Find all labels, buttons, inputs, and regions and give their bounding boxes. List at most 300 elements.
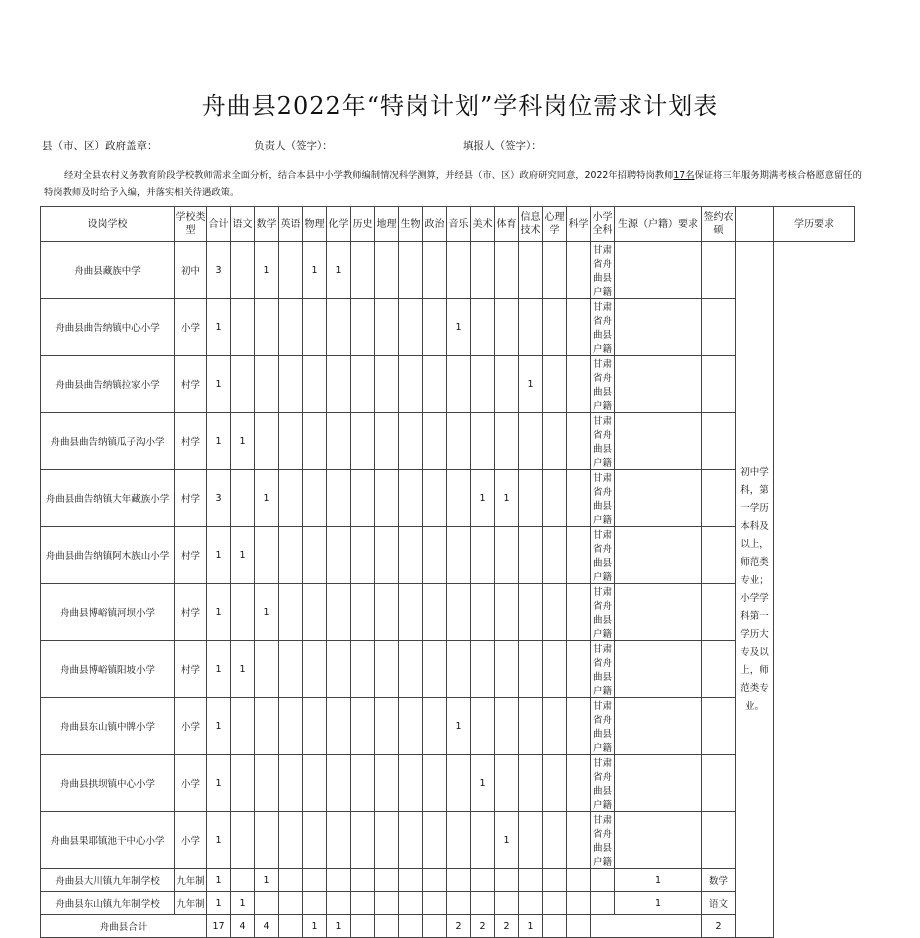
count-cell: 1 (231, 527, 255, 584)
column-header: 历史 (351, 207, 375, 242)
school-name: 舟曲县大川镇九年制学校 (41, 869, 175, 892)
count-cell (519, 584, 543, 641)
count-cell: 1 (231, 892, 255, 915)
count-cell (375, 641, 399, 698)
signed-count (615, 584, 702, 641)
count-cell (423, 299, 447, 356)
count-cell (303, 755, 327, 812)
count-cell (447, 413, 471, 470)
school-type: 小学 (175, 299, 207, 356)
count-cell (351, 356, 375, 413)
count-cell (351, 470, 375, 527)
school-type: 村学 (175, 356, 207, 413)
signed-subject (702, 584, 736, 641)
count-cell (279, 470, 303, 527)
intro-text-before: 经对全县农村义务教育阶段学校教师需求全面分析，结合本县中小学教师编制情况科学测算，并经县（市、区）政府研究同意，2022年招聘特岗教师 (64, 170, 674, 181)
education-requirement: 初中学科，第一学历本科及以上，师范类专业；小学学科第一学历大专及以上，师范类专业。 (736, 242, 774, 938)
count-cell (423, 527, 447, 584)
table-row (41, 527, 855, 584)
count-cell (351, 698, 375, 755)
count-cell (495, 242, 519, 299)
count-cell (471, 869, 495, 892)
count-cell (231, 299, 255, 356)
source-requirement: 甘肃省舟曲县户籍 (591, 527, 615, 584)
source-requirement: 甘肃省舟曲县户籍 (591, 413, 615, 470)
count-cell: 1 (231, 413, 255, 470)
count-cell: 1 (447, 299, 471, 356)
count-cell (399, 413, 423, 470)
column-header: 体育 (495, 207, 519, 242)
count-cell (567, 299, 591, 356)
count-cell (495, 413, 519, 470)
total-cell (567, 915, 591, 938)
count-cell: 1 (447, 698, 471, 755)
signed-subject (702, 812, 736, 869)
count-cell (447, 242, 471, 299)
count-cell (543, 413, 567, 470)
count-cell (375, 812, 399, 869)
total-cell: 2 (447, 915, 471, 938)
table-row (41, 299, 855, 356)
count-cell (231, 698, 255, 755)
table-row (41, 470, 855, 527)
count-cell (495, 869, 519, 892)
school-name: 舟曲县藏族中学 (41, 242, 175, 299)
total-label: 舟曲县合计 (41, 915, 207, 938)
total-cell (423, 915, 447, 938)
teacher-count: 17名 (673, 170, 695, 181)
count-cell (327, 869, 351, 892)
column-header: 音乐 (447, 207, 471, 242)
count-cell (327, 698, 351, 755)
school-name: 舟曲县果耶镇池干中心小学 (41, 812, 175, 869)
count-cell (519, 413, 543, 470)
count-cell (327, 641, 351, 698)
count-cell (399, 470, 423, 527)
count-cell (447, 755, 471, 812)
count-cell (327, 812, 351, 869)
count-cell (567, 470, 591, 527)
responsible-label: 负责人（签字）： (254, 140, 333, 152)
total-cell: 1 (303, 915, 327, 938)
count-cell (447, 584, 471, 641)
column-header: 化学 (327, 207, 351, 242)
count-cell: 1 (255, 470, 279, 527)
school-type: 初中 (175, 242, 207, 299)
count-cell (471, 413, 495, 470)
count-cell (567, 812, 591, 869)
table-row (41, 356, 855, 413)
source-requirement: 甘肃省舟曲县户籍 (591, 698, 615, 755)
count-cell (303, 812, 327, 869)
count-cell (543, 299, 567, 356)
count-cell (567, 413, 591, 470)
count-cell (495, 892, 519, 915)
page-title: 舟曲县2022年“特岗计划”学科岗位需求计划表 (201, 92, 719, 120)
count-cell (303, 698, 327, 755)
count-cell (327, 470, 351, 527)
count-cell: 1 (207, 812, 231, 869)
signed-subject (702, 356, 736, 413)
table-row (41, 755, 855, 812)
count-cell (279, 641, 303, 698)
count-cell (399, 242, 423, 299)
count-cell (567, 527, 591, 584)
count-cell (255, 755, 279, 812)
count-cell (231, 242, 255, 299)
count-cell (423, 584, 447, 641)
source-requirement: 甘肃省舟曲县户籍 (591, 641, 615, 698)
filler-label: 填报人（签字）： (463, 140, 542, 152)
count-cell: 1 (207, 413, 231, 470)
total-cell: 4 (255, 915, 279, 938)
source-requirement: 甘肃省舟曲县户籍 (591, 470, 615, 527)
count-cell (471, 698, 495, 755)
count-cell (375, 356, 399, 413)
count-cell (255, 527, 279, 584)
school-type: 村学 (175, 527, 207, 584)
count-cell: 1 (519, 356, 543, 413)
count-cell (519, 527, 543, 584)
count-cell (471, 641, 495, 698)
count-cell (327, 356, 351, 413)
count-cell (279, 242, 303, 299)
count-cell (375, 892, 399, 915)
count-cell (447, 812, 471, 869)
count-cell (399, 527, 423, 584)
total-signed: 2 (702, 915, 736, 938)
count-cell (351, 892, 375, 915)
count-cell (279, 698, 303, 755)
source-requirement: 甘肃省舟曲县户籍 (591, 299, 615, 356)
count-cell (327, 755, 351, 812)
school-type: 小学 (175, 812, 207, 869)
count-cell (471, 892, 495, 915)
count-cell (255, 812, 279, 869)
count-cell (375, 584, 399, 641)
column-header (736, 207, 774, 242)
count-cell (279, 755, 303, 812)
count-cell (567, 892, 591, 915)
signed-subject (702, 413, 736, 470)
school-type: 小学 (175, 755, 207, 812)
total-cell: 4 (231, 915, 255, 938)
school-name: 舟曲县曲告纳镇拉家小学 (41, 356, 175, 413)
column-header: 数学 (255, 207, 279, 242)
count-cell (279, 812, 303, 869)
count-cell (567, 641, 591, 698)
count-cell (351, 242, 375, 299)
count-cell (279, 299, 303, 356)
count-cell (519, 299, 543, 356)
count-cell (543, 242, 567, 299)
school-name: 舟曲县拱坝镇中心小学 (41, 755, 175, 812)
count-cell (543, 812, 567, 869)
column-header: 生物 (399, 207, 423, 242)
total-cell: 1 (327, 915, 351, 938)
table-row (41, 698, 855, 755)
count-cell (423, 641, 447, 698)
count-cell (471, 812, 495, 869)
count-cell (255, 892, 279, 915)
count-cell (471, 356, 495, 413)
column-header: 合计 (207, 207, 231, 242)
count-cell (375, 527, 399, 584)
count-cell: 1 (495, 470, 519, 527)
count-cell (327, 584, 351, 641)
column-header: 设岗学校 (41, 207, 175, 242)
column-header: 美术 (471, 207, 495, 242)
count-cell (279, 356, 303, 413)
count-cell (351, 299, 375, 356)
source-requirement: 甘肃省舟曲县户籍 (591, 356, 615, 413)
count-cell (231, 584, 255, 641)
signed-count (615, 527, 702, 584)
count-cell (423, 698, 447, 755)
count-cell (351, 641, 375, 698)
signed-count (615, 356, 702, 413)
count-cell (351, 527, 375, 584)
school-type: 九年制 (175, 892, 207, 915)
count-cell (567, 869, 591, 892)
count-cell (543, 584, 567, 641)
school-type: 村学 (175, 641, 207, 698)
total-row (41, 915, 855, 938)
column-header: 英语 (279, 207, 303, 242)
count-cell (255, 356, 279, 413)
count-cell (543, 755, 567, 812)
count-cell (543, 527, 567, 584)
count-cell: 1 (207, 527, 231, 584)
intro-text-after: 保证将三年服务期满考核合格愿意留任的特岗教师及时给予入编，并落实相关待遇政策。 (44, 170, 862, 198)
column-header: 政治 (423, 207, 447, 242)
signed-count (615, 698, 702, 755)
count-cell: 1 (495, 812, 519, 869)
count-cell (423, 242, 447, 299)
count-cell: 1 (255, 584, 279, 641)
signed-count (615, 812, 702, 869)
seal-label: 县（市、区）政府盖章： (42, 140, 158, 152)
count-cell (303, 470, 327, 527)
count-cell (519, 470, 543, 527)
school-type: 村学 (175, 470, 207, 527)
total-blank (591, 915, 702, 938)
count-cell (423, 869, 447, 892)
count-cell (375, 755, 399, 812)
count-cell (567, 242, 591, 299)
count-cell (495, 299, 519, 356)
count-cell (543, 698, 567, 755)
count-cell (279, 413, 303, 470)
school-type: 村学 (175, 584, 207, 641)
count-cell (495, 698, 519, 755)
count-cell (495, 356, 519, 413)
count-cell (495, 755, 519, 812)
count-cell (303, 299, 327, 356)
school-type: 小学 (175, 698, 207, 755)
count-cell (423, 356, 447, 413)
school-name: 舟曲县曲告纳镇大年藏族小学 (41, 470, 175, 527)
signed-subject: 语文 (702, 892, 736, 915)
count-cell (447, 892, 471, 915)
count-cell: 3 (207, 470, 231, 527)
count-cell (543, 869, 567, 892)
count-cell (303, 527, 327, 584)
count-cell (399, 641, 423, 698)
count-cell: 1 (303, 242, 327, 299)
count-cell (495, 641, 519, 698)
count-cell (399, 755, 423, 812)
count-cell (255, 641, 279, 698)
count-cell (231, 812, 255, 869)
count-cell (327, 299, 351, 356)
count-cell (375, 470, 399, 527)
total-cell: 17 (207, 915, 231, 938)
count-cell (423, 812, 447, 869)
count-cell (567, 356, 591, 413)
count-cell (399, 812, 423, 869)
count-cell (255, 299, 279, 356)
count-cell: 1 (255, 242, 279, 299)
count-cell (423, 470, 447, 527)
column-header: 地理 (375, 207, 399, 242)
count-cell (519, 242, 543, 299)
count-cell (303, 641, 327, 698)
count-cell (351, 413, 375, 470)
column-header: 科学 (567, 207, 591, 242)
signed-count: 1 (615, 892, 702, 915)
count-cell (231, 356, 255, 413)
total-cell (279, 915, 303, 938)
count-cell (327, 413, 351, 470)
signed-subject (702, 470, 736, 527)
count-cell (423, 892, 447, 915)
count-cell (471, 242, 495, 299)
count-cell (303, 413, 327, 470)
plan-table (40, 206, 855, 938)
count-cell: 1 (207, 299, 231, 356)
count-cell (399, 892, 423, 915)
count-cell (447, 527, 471, 584)
table-row (41, 869, 855, 892)
count-cell (375, 242, 399, 299)
signed-subject (702, 755, 736, 812)
table-row (41, 641, 855, 698)
school-name: 舟曲县东山镇九年制学校 (41, 892, 175, 915)
count-cell: 1 (207, 584, 231, 641)
count-cell: 1 (231, 641, 255, 698)
total-cell: 2 (495, 915, 519, 938)
column-header: 心理学 (543, 207, 567, 242)
count-cell (399, 299, 423, 356)
count-cell (351, 812, 375, 869)
column-header: 学校类型 (175, 207, 207, 242)
count-cell (567, 755, 591, 812)
count-cell: 1 (471, 470, 495, 527)
count-cell (375, 698, 399, 755)
count-cell (399, 698, 423, 755)
count-cell (255, 698, 279, 755)
count-cell (375, 299, 399, 356)
source-requirement: 甘肃省舟曲县户籍 (591, 812, 615, 869)
count-cell (303, 356, 327, 413)
source-requirement: 甘肃省舟曲县户籍 (591, 242, 615, 299)
count-cell (303, 869, 327, 892)
column-header: 小学全科 (591, 207, 615, 242)
signed-count (615, 413, 702, 470)
count-cell (519, 698, 543, 755)
total-cell (351, 915, 375, 938)
count-cell (399, 869, 423, 892)
count-cell (519, 892, 543, 915)
table-row (41, 584, 855, 641)
count-cell (543, 470, 567, 527)
signed-count: 1 (615, 869, 702, 892)
count-cell (351, 869, 375, 892)
count-cell (303, 584, 327, 641)
count-cell (567, 698, 591, 755)
count-cell (423, 755, 447, 812)
count-cell: 1 (207, 641, 231, 698)
signed-subject (702, 299, 736, 356)
total-cell (399, 915, 423, 938)
signed-subject: 数学 (702, 869, 736, 892)
signed-subject (702, 242, 736, 299)
signed-count (615, 470, 702, 527)
count-cell (279, 584, 303, 641)
intro-paragraph (44, 167, 864, 201)
count-cell (471, 584, 495, 641)
count-cell (303, 892, 327, 915)
column-header: 生源（户籍）要求 (615, 207, 702, 242)
table-row (41, 892, 855, 915)
count-cell: 1 (207, 755, 231, 812)
count-cell: 3 (207, 242, 231, 299)
column-header: 物理 (303, 207, 327, 242)
school-name: 舟曲县曲告纳镇中心小学 (41, 299, 175, 356)
count-cell (423, 413, 447, 470)
count-cell (519, 641, 543, 698)
count-cell (399, 356, 423, 413)
source-requirement: 甘肃省舟曲县户籍 (591, 584, 615, 641)
signed-subject (702, 698, 736, 755)
total-cell (375, 915, 399, 938)
count-cell (351, 584, 375, 641)
count-cell (519, 812, 543, 869)
source-requirement (591, 892, 615, 915)
signed-subject (702, 527, 736, 584)
count-cell (447, 869, 471, 892)
school-type: 村学 (175, 413, 207, 470)
total-cell: 2 (471, 915, 495, 938)
table-row (41, 242, 855, 299)
count-cell (543, 641, 567, 698)
column-header: 签约农硕 (702, 207, 736, 242)
count-cell (279, 527, 303, 584)
count-cell (519, 755, 543, 812)
school-name: 舟曲县博峪镇阳坡小学 (41, 641, 175, 698)
count-cell (255, 413, 279, 470)
count-cell (399, 584, 423, 641)
count-cell: 1 (255, 869, 279, 892)
count-cell (447, 470, 471, 527)
count-cell (471, 299, 495, 356)
count-cell (327, 892, 351, 915)
count-cell: 1 (207, 869, 231, 892)
count-cell (495, 527, 519, 584)
count-cell: 1 (327, 242, 351, 299)
count-cell (351, 755, 375, 812)
